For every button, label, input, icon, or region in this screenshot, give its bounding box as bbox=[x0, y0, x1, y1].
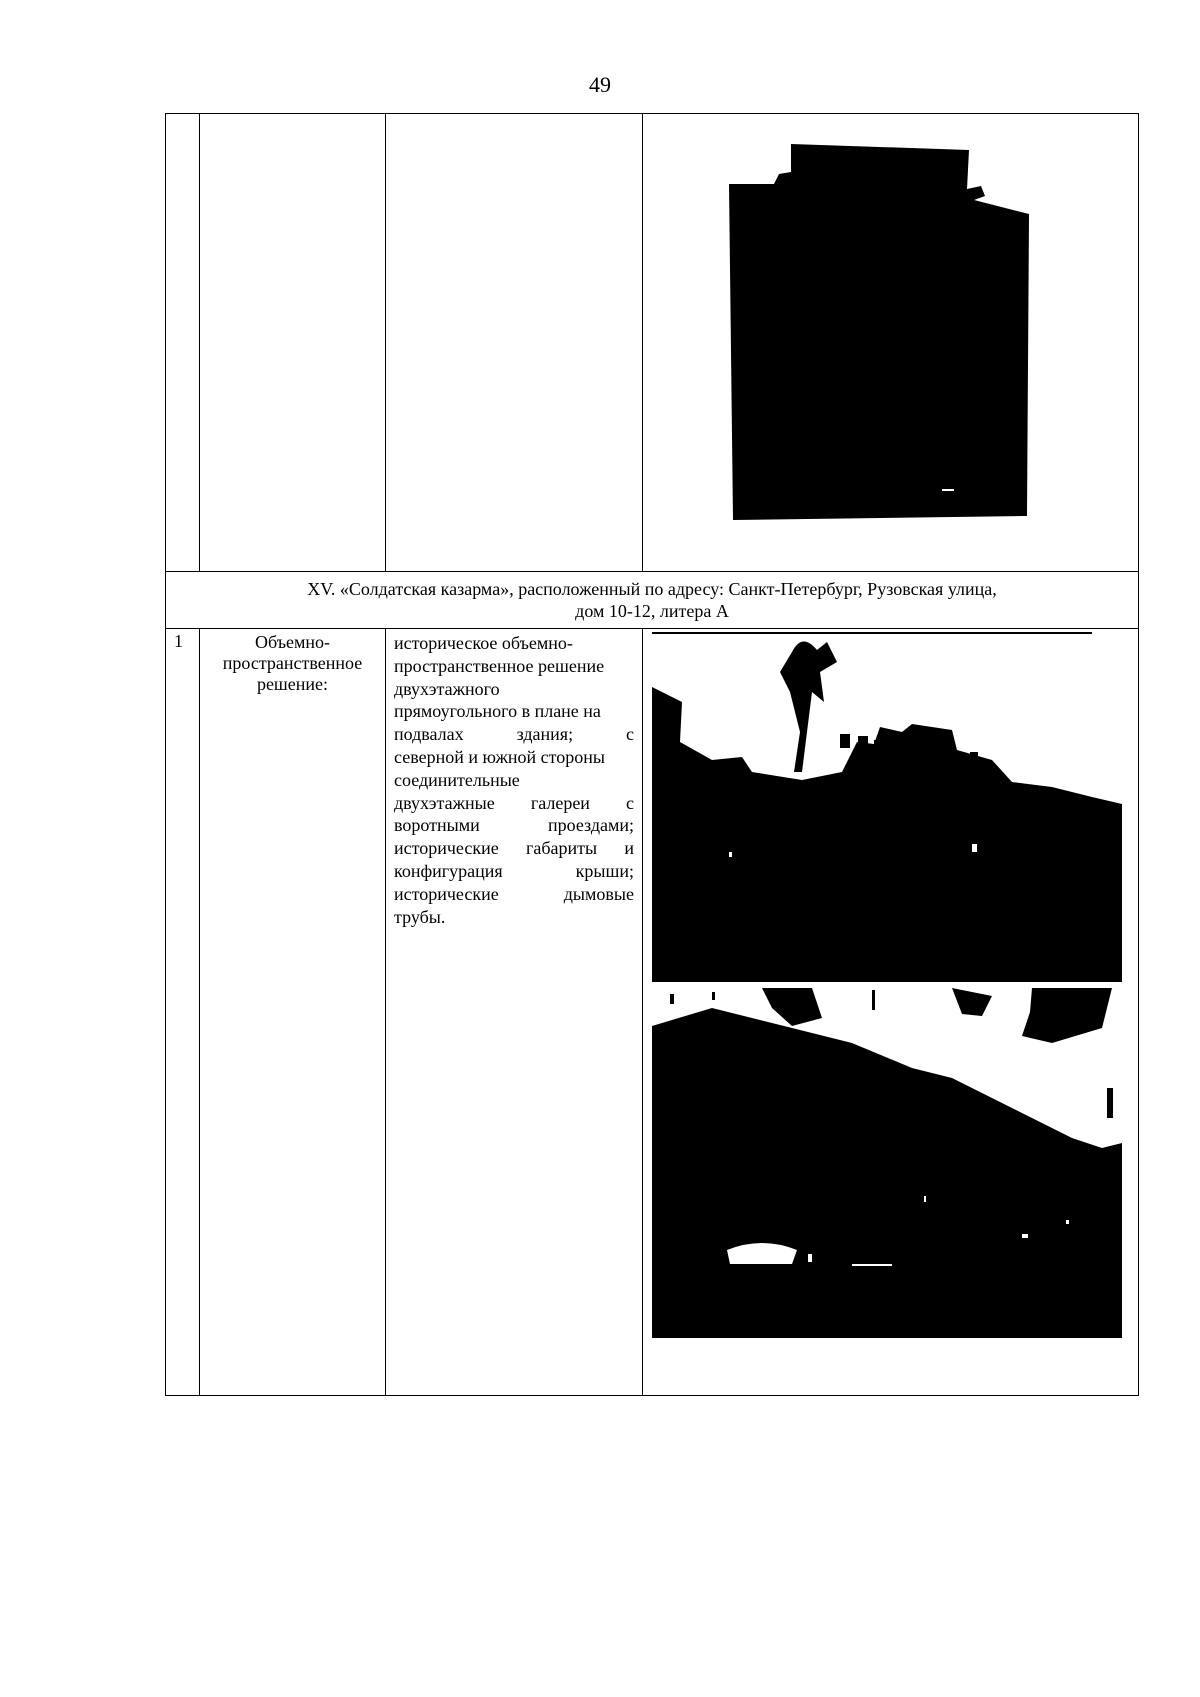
name-cell-empty bbox=[200, 114, 386, 572]
item-number: 1 bbox=[166, 629, 200, 1396]
desc-line: двухэтажного bbox=[394, 678, 500, 699]
desc-line: соединительные bbox=[394, 769, 520, 790]
building-photo-top bbox=[729, 144, 1059, 562]
table-row bbox=[166, 629, 1139, 1396]
desc-line: прямоугольного в плане на bbox=[394, 701, 601, 722]
desc-line: конфигурация крыши; bbox=[394, 860, 634, 881]
section-title-line2: дом 10-12, литера А bbox=[575, 601, 729, 621]
desc-line: историческое объемно- bbox=[394, 633, 573, 653]
section-header-row bbox=[166, 572, 1139, 629]
num-cell-empty bbox=[166, 114, 200, 572]
item-name-line: пространственное bbox=[222, 653, 363, 673]
item-name bbox=[200, 629, 386, 1396]
desc-line: трубы. bbox=[394, 906, 446, 927]
item-name-line: Объемно- bbox=[254, 632, 331, 652]
item-name-line: решение: bbox=[256, 674, 329, 694]
desc-line: исторические дымовые bbox=[394, 883, 634, 904]
section-title bbox=[166, 572, 1139, 629]
continued-row bbox=[166, 114, 1139, 572]
desc-line: северной и южной стороны bbox=[394, 746, 606, 767]
photos-cell bbox=[643, 629, 1139, 1396]
item-description bbox=[386, 629, 643, 1396]
desc-cell-empty bbox=[386, 114, 643, 572]
building-photo-facade bbox=[652, 632, 1122, 982]
photo-cell bbox=[643, 114, 1139, 572]
desc-line: исторические габариты и bbox=[394, 838, 634, 859]
page-number: 49 bbox=[589, 72, 611, 97]
section-title-line1: XV. «Солдатская казарма», расположенный по адресу: Санкт-Петербург, Рузовская улица, bbox=[307, 579, 997, 599]
objects-table bbox=[165, 113, 1139, 1396]
desc-line: двухэтажные галереи с bbox=[394, 792, 634, 813]
desc-line: подвалах здания; с bbox=[394, 724, 634, 745]
building-photo-roof bbox=[652, 988, 1122, 1338]
desc-line: пространственное решение bbox=[394, 655, 605, 676]
desc-line: воротными проездами; bbox=[394, 815, 634, 836]
